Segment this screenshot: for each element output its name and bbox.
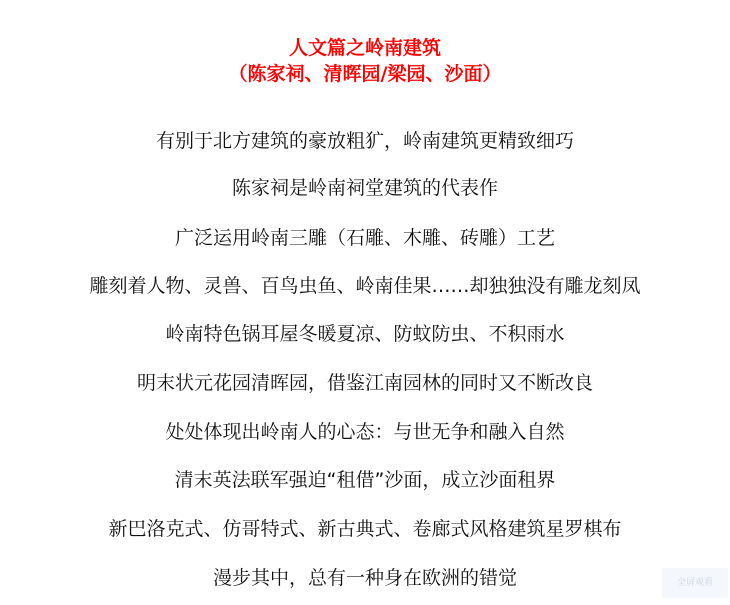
content-line-8: 清末英法联军强迫“租借”沙面，成立沙面租界 — [174, 469, 556, 491]
content-line-2: 陈家祠是岭南祠堂建筑的代表作 — [231, 177, 498, 199]
slide-title: 人文篇之岭南建筑 — [288, 37, 441, 59]
content-line-4: 雕刻着人物、灵兽、百鸟虫鱼、岭南佳果……却独独没有雕龙刻凤 — [89, 275, 641, 297]
content-line-1: 有别于北方建筑的豪放粗犷，岭南建筑更精致细巧 — [155, 130, 574, 152]
content-line-9: 新巴洛克式、仿哥特式、新古典式、卷廊式风格建筑星罗棋布 — [108, 518, 622, 540]
content-line-5: 岭南特色锅耳屋冬暖夏凉、防蚊防虫、不积雨水 — [165, 323, 565, 345]
slide-subtitle: （陈家祠、清晖园/梁园、沙面） — [228, 63, 502, 85]
fullscreen-button[interactable]: 全屏观看 — [662, 568, 728, 598]
content-line-3: 广泛运用岭南三雕（石雕、木雕、砖雕）工艺 — [174, 227, 555, 249]
content-line-10: 漫步其中，总有一种身在欧洲的错觉 — [212, 567, 517, 589]
content-line-7: 处处体现出岭南人的心态：与世无争和融入自然 — [165, 421, 565, 443]
content-line-6: 明末状元花园清晖园，借鉴江南园林的同时又不断改良 — [136, 372, 593, 394]
